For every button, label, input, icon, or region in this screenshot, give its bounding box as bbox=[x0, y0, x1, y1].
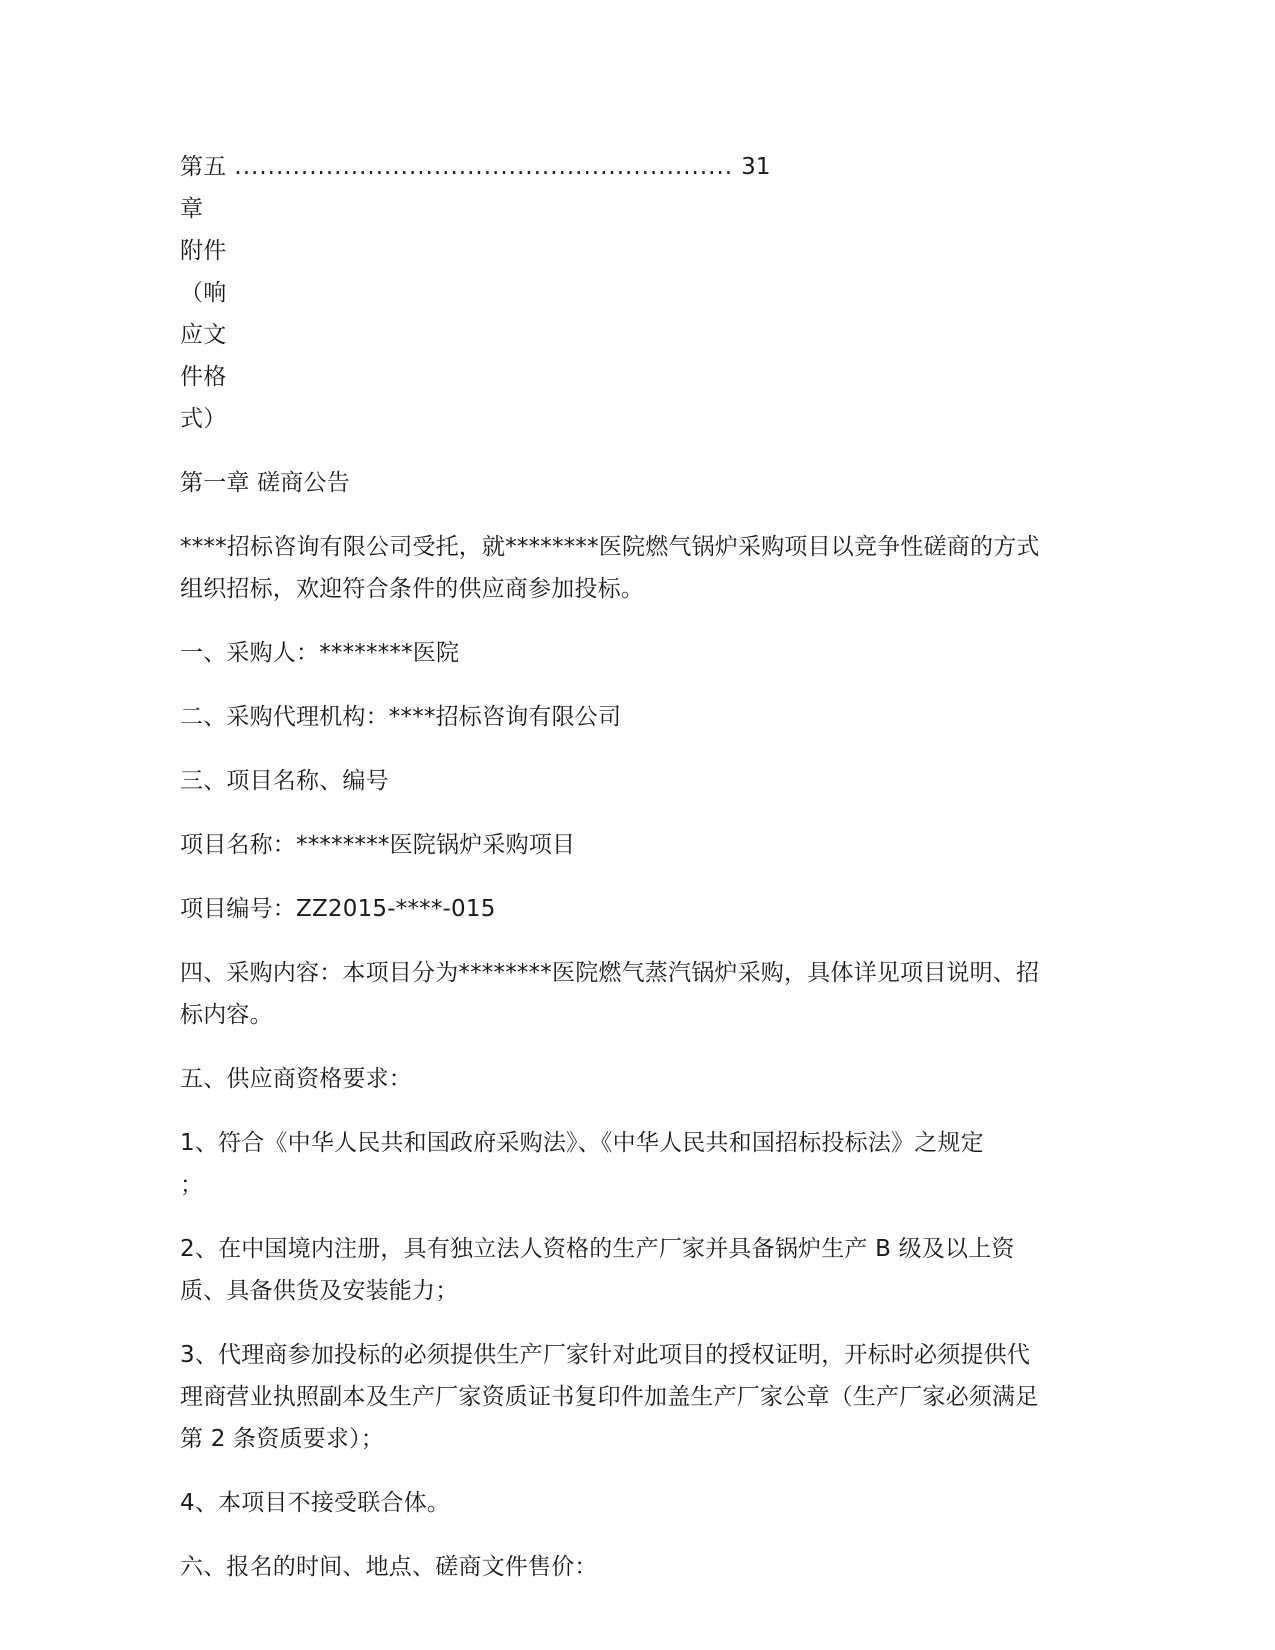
project-heading: 三、项目名称、编号 bbox=[180, 768, 389, 794]
requirement-item-4: 4、本项目不接受联合体。 bbox=[180, 1490, 451, 1516]
toc-leader-dots: ............................................................ bbox=[234, 154, 734, 180]
requirement-item-2: 2、在中国境内注册，具有独立法人资格的生产厂家并具备锅炉生产 B 级及以上资质、具备供货及安装能力； bbox=[180, 1236, 1015, 1304]
requirement-item-1-tail: ； bbox=[180, 1172, 204, 1198]
purchaser-line: 一、采购人：********医院 bbox=[180, 640, 460, 666]
intro-paragraph: ****招标咨询有限公司受托，就********医院燃气锅炉采购项目以竞争性磋商的方式组织招标，欢迎符合条件的供应商参加投标。 bbox=[180, 534, 1040, 602]
requirement-item-1 bbox=[180, 1122, 1040, 1206]
agency-line: 二、采购代理机构：****招标咨询有限公司 bbox=[180, 704, 622, 730]
toc-entry bbox=[180, 146, 771, 440]
toc-page-number: 31 bbox=[741, 154, 771, 180]
requirement-item-1-text: 1、符合《中华人民共和国政府采购法》、《中华人民共和国招标投标法》之规定 bbox=[180, 1130, 984, 1156]
qualification-heading: 五、供应商资格要求： bbox=[180, 1066, 412, 1092]
toc-entry-title: 第五章 附件（响应文件格式） bbox=[180, 154, 227, 432]
registration-heading: 六、报名的时间、地点、磋商文件售价： bbox=[180, 1554, 598, 1580]
chapter-title: 第一章 磋商公告 bbox=[180, 470, 350, 496]
document-page bbox=[180, 146, 1040, 1610]
project-name-line: 项目名称：********医院锅炉采购项目 bbox=[180, 832, 576, 858]
procurement-content-paragraph: 四、采购内容：本项目分为********医院燃气蒸汽锅炉采购，具体详见项目说明、招标内容。 bbox=[180, 960, 1040, 1028]
project-number-line: 项目编号：ZZ2015-****-015 bbox=[180, 896, 496, 922]
requirement-item-3: 3、代理商参加投标的必须提供生产厂家针对此项目的授权证明，开标时必须提供代理商营业执照副本及生产厂家资质证书复印件加盖生产厂家公章（生产厂家必须满足第 2 条资质要求）； bbox=[180, 1342, 1039, 1452]
